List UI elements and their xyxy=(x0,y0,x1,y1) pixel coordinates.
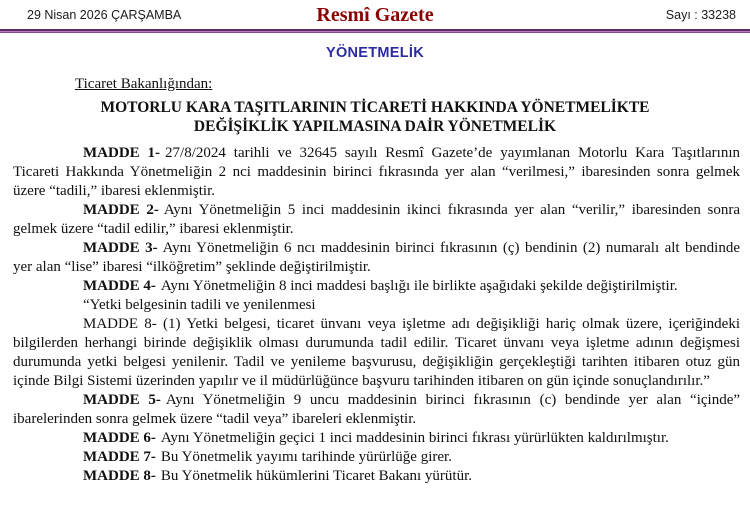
article-text: Bu Yönetmelik hükümlerini Ticaret Bakanı yürütür. xyxy=(160,468,472,484)
article-paragraph xyxy=(13,448,740,467)
article-text: 27/8/2024 tarihli ve 32645 sayılı Resmî Gazete’de yayımlanan Motorlu Kara Taşıtlarının Ticareti Hakkında Yönetmeliğin 2 nci maddesinin birinci fıkrasında yer alan “verilmesi,” ibaresinden sonra gelmek üzere “tadili,” ibaresi eklenmiştir. xyxy=(13,145,740,199)
article-label: MADDE 4- xyxy=(83,278,156,294)
article-paragraph xyxy=(13,144,740,201)
quoted-article-heading xyxy=(13,296,740,315)
regulation-title-line2: DEĞİŞİKLİK YAPILMASINA DAİR YÖNETMELİK xyxy=(193,118,557,135)
article-text: Aynı Yönetmeliğin 5 inci maddesinin ikinci fıkrasında yer alan “verilir,” ibaresinden sonra gelmek üzere “tadil edilir,” ibaresi eklenmiştir. xyxy=(13,202,740,237)
quoted-article-paragraph xyxy=(13,315,740,391)
document-body xyxy=(13,144,740,486)
article-text: Aynı Yönetmeliğin 9 uncu maddesinin birinci fıkrasının (c) bendinde yer alan “içinde” ibarelerinden sonra gelmek üzere “tadil veya” ibareleri eklenmiştir. xyxy=(13,392,741,427)
article-text: “Yetki belgesinin tadili ve yenilenmesi xyxy=(83,297,316,313)
gazette-header xyxy=(0,0,750,29)
article-text: Aynı Yönetmeliğin 6 ncı maddesinin birinci fıkrasının (ç) bendinin (2) numaralı alt bendinde yer alan “lise” ibaresi “ilköğretim” şeklinde değiştirilmiştir. xyxy=(13,240,740,275)
article-label: MADDE 1- xyxy=(83,145,161,161)
issue-number: Sayı : 33238 xyxy=(665,8,736,22)
article-text: Bu Yönetmelik yayımı tarihinde yürürlüğe girer. xyxy=(160,449,452,465)
article-text: MADDE 8- (1) Yetki belgesi, ticaret ünvanı veya işletme adı değişikliği hariç olmak üzere, içeriğindeki bilgilerden herhangi birinde değişiklik olması durumunda tadil edilir. Ticaret ünvanı veya işletme adının değişmesi durumunda yetki belgesi yenilenir. Tadil ve yenileme başvurusu, değişikliğin gerçekleştiği tarihten itibaren otuz gün içinde Bilgi Sistemi üzerinden yapılır ve il müdürlüğünce başvuru tarihinden itibaren on gün içinde sonuçlandırılır.” xyxy=(13,316,740,389)
article-label: MADDE 7- xyxy=(83,449,156,465)
article-paragraph xyxy=(13,277,740,296)
article-paragraph xyxy=(13,429,740,448)
header-date: 29 Nisan 2026 ÇARŞAMBA xyxy=(27,8,182,22)
article-paragraph xyxy=(13,201,740,239)
article-text: Aynı Yönetmeliğin geçici 1 inci maddesinin birinci fıkrası yürürlükten kaldırılmıştır. xyxy=(160,430,669,446)
ministry-line: Ticaret Bakanlığından: xyxy=(75,76,213,92)
section-heading: YÖNETMELİK xyxy=(325,45,425,61)
article-text: Aynı Yönetmeliğin 8 inci maddesi başlığı ile birlikte aşağıdaki şekilde değiştirilmiştir. xyxy=(160,278,678,294)
article-label: MADDE 5- xyxy=(83,392,161,408)
article-paragraph xyxy=(13,391,740,429)
article-paragraph xyxy=(13,467,740,486)
article-label: MADDE 3- xyxy=(83,240,158,256)
article-label: MADDE 2- xyxy=(83,202,159,218)
article-label: MADDE 6- xyxy=(83,430,156,446)
regulation-title-line1: MOTORLU KARA TAŞITLARININ TİCARETİ HAKKINDA YÖNETMELİKTE xyxy=(100,99,650,116)
article-paragraph xyxy=(13,239,740,277)
regulation-title xyxy=(0,98,750,136)
article-label: MADDE 8- xyxy=(83,468,156,484)
gazette-masthead: Resmî Gazete xyxy=(316,4,434,26)
header-rule xyxy=(0,29,750,33)
